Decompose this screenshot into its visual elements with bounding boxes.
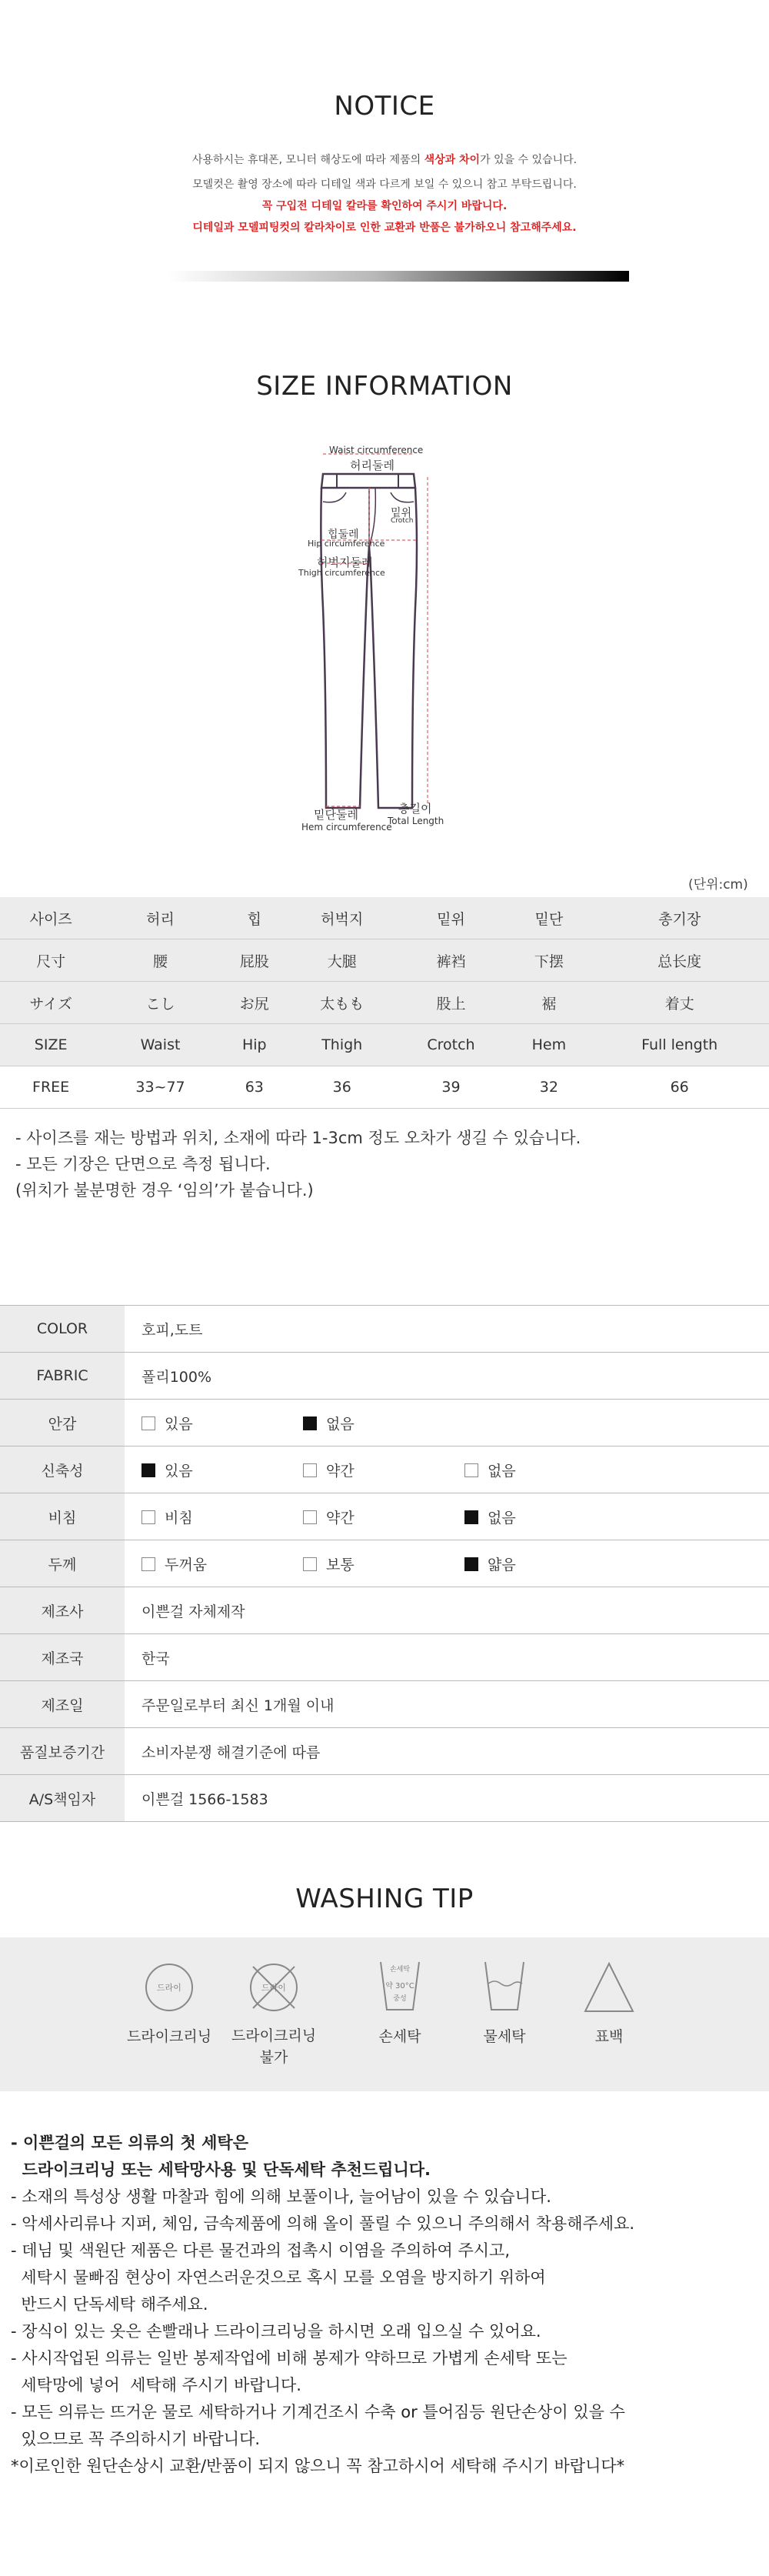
bleach-icon	[582, 1960, 636, 2014]
dry-clean-icon	[142, 1960, 196, 2014]
info-row-country	[0, 1634, 769, 1681]
size-table-row	[0, 1024, 769, 1066]
info-value: 폴리100%	[125, 1353, 769, 1400]
hand-wash-icon	[373, 1956, 427, 2014]
option	[303, 1553, 464, 1574]
size-cell: 63	[219, 1066, 290, 1109]
gradient-divider	[168, 271, 629, 282]
unit-label: (단위:cm)	[688, 877, 748, 893]
info-label: FABRIC	[0, 1353, 125, 1400]
size-cell: Full length	[590, 1024, 769, 1066]
option	[141, 1553, 303, 1574]
info-label: 품질보증기간	[0, 1728, 125, 1775]
option	[303, 1460, 464, 1480]
size-table-row	[0, 982, 769, 1024]
notice-line-1-post: 가 있을 수 있습니다.	[480, 154, 578, 166]
diagram-thigh-ko: 허벅지둘레	[317, 556, 373, 569]
size-cell: 总长度	[590, 939, 769, 982]
option	[303, 1413, 464, 1433]
washing-item-hand-wash	[346, 1956, 454, 2046]
option	[141, 1460, 303, 1480]
size-notes	[15, 1125, 581, 1203]
info-row-thickness	[0, 1540, 769, 1587]
size-cell: Crotch	[394, 1024, 508, 1066]
info-value: 소비자분쟁 해결기준에 따름	[125, 1728, 769, 1775]
size-cell: 총기장	[590, 897, 769, 939]
info-value	[125, 1400, 769, 1446]
size-note: - 모든 기장은 단면으로 측정 됩니다.	[15, 1155, 271, 1173]
washing-tip: - 이쁜걸의 모든 의류의 첫 세탁은	[11, 2134, 248, 2152]
hand-wash-icon-top: 손세탁	[389, 1966, 411, 1974]
checkbox-empty-icon	[303, 1463, 317, 1477]
option-label: 있음	[165, 1462, 193, 1480]
washing-label: 표백	[594, 2028, 624, 2045]
washing-tip: 세탁망에 넣어 세탁해 주시기 바랍니다.	[11, 2376, 301, 2394]
info-row-fabric	[0, 1353, 769, 1400]
checkbox-filled-icon	[464, 1557, 478, 1571]
info-row-lining	[0, 1400, 769, 1446]
diagram-length-en: Total Length	[388, 816, 444, 826]
washing-tip: 세탁시 물빠짐 현상이 자연스러운것으로 혹시 모를 오염을 방지하기 위하여	[11, 2268, 546, 2287]
info-label: 제조국	[0, 1634, 125, 1681]
size-cell: 太もも	[290, 982, 394, 1024]
washing-tip: *이로인한 원단손상시 교환/반품이 되지 않으니 꼭 참고하시어 세탁해 주시기 바랍니다*	[11, 2457, 625, 2475]
pants-diagram	[292, 431, 492, 846]
notice-title: NOTICE	[334, 91, 435, 122]
dry-clean-icon-text: 드라이	[157, 1983, 181, 1993]
info-value	[125, 1446, 769, 1493]
washing-tip: - 사시작업된 의류는 일반 봉제작업에 비해 봉제가 약하므로 가볍게 손세탁 또는	[11, 2349, 568, 2367]
option	[464, 1553, 626, 1574]
washing-tip: 있으므로 꼭 주의하시기 바랍니다.	[11, 2430, 261, 2448]
size-cell: Thigh	[290, 1024, 394, 1066]
washing-title: WASHING TIP	[295, 1884, 474, 1914]
washing-tip: - 장식이 있는 옷은 손빨래나 드라이크리닝을 하시면 오래 입으실 수 있어요.	[11, 2322, 541, 2341]
info-row-warranty	[0, 1728, 769, 1775]
washing-item-bleach	[555, 1960, 663, 2046]
diagram-length-ko: 총길이	[398, 802, 432, 816]
washing-label: 드라이크리닝	[126, 2028, 212, 2045]
option-label: 없음	[326, 1415, 355, 1433]
diagram-waist-en: Waist circumference	[329, 445, 424, 455]
diagram-hem-en: Hem circumference	[301, 822, 392, 833]
info-label: 두께	[0, 1540, 125, 1587]
option	[141, 1507, 303, 1527]
diagram-waist-ko: 허리둘레	[350, 459, 394, 472]
washing-label: 물세탁	[483, 2028, 526, 2045]
washing-tip: - 데님 및 색원단 제품은 다른 물건과의 접촉시 이염을 주의하여 주시고,	[11, 2241, 511, 2260]
info-label: COLOR	[0, 1306, 125, 1353]
info-label: 신축성	[0, 1446, 125, 1493]
option-label: 얇음	[488, 1556, 516, 1573]
info-row-color	[0, 1306, 769, 1353]
option-label: 없음	[488, 1509, 516, 1527]
size-cell: 힙	[219, 897, 290, 939]
option-label: 보통	[326, 1556, 355, 1573]
diagram-hip-ko: 힙둘레	[328, 529, 359, 541]
size-info-title: SIZE INFORMATION	[256, 371, 513, 402]
washing-tip: - 소재의 특성상 생활 마찰과 힘에 의해 보풀이나, 늘어남이 있을 수 있습니다.	[11, 2187, 551, 2206]
info-label: 안감	[0, 1400, 125, 1446]
size-cell: 사이즈	[0, 897, 102, 939]
option	[464, 1460, 626, 1480]
checkbox-empty-icon	[464, 1463, 478, 1477]
info-row-maker	[0, 1587, 769, 1634]
size-table	[0, 897, 769, 1109]
washing-tips	[11, 2130, 761, 2480]
notice-line-4: 디테일과 모델피팅컷의 칼라차이로 인한 교환과 반품은 불가하오니 참고해주세요.	[192, 222, 577, 234]
info-row-date	[0, 1681, 769, 1728]
info-label: 비침	[0, 1493, 125, 1540]
diagram-thigh-en: Thigh circumference	[298, 568, 385, 578]
size-cell: 大腿	[290, 939, 394, 982]
size-cell: 36	[290, 1066, 394, 1109]
washing-item-no-dry-clean	[220, 1960, 328, 2068]
checkbox-empty-icon	[141, 1416, 155, 1430]
hand-wash-icon-bot: 중성	[393, 1995, 407, 2003]
notice-line-1-pre: 사용하시는 휴대폰, 모니터 해상도에 따라 제품의	[191, 154, 424, 166]
info-label: A/S책임자	[0, 1775, 125, 1822]
size-cell: 밑단	[508, 897, 590, 939]
size-cell: Hip	[219, 1024, 290, 1066]
size-cell: 39	[394, 1066, 508, 1109]
info-value: 호피,도트	[125, 1306, 769, 1353]
size-cell: 腰	[102, 939, 219, 982]
size-cell: サイズ	[0, 982, 102, 1024]
no-dry-clean-icon-text: 드라이	[261, 1983, 286, 1993]
checkbox-filled-icon	[141, 1463, 155, 1477]
size-cell: 32	[508, 1066, 590, 1109]
washing-tip: - 모든 의류는 뜨거운 물로 세탁하거나 기계건조시 수축 or 틀어짐등 원단손상이 있을 수	[11, 2403, 625, 2421]
size-cell: 着丈	[590, 982, 769, 1024]
diagram-hem-ko: 밑단둘레	[314, 808, 358, 822]
info-value: 이쁜걸 1566-1583	[125, 1775, 769, 1822]
info-value: 주문일로부터 최신 1개월 이내	[125, 1681, 769, 1728]
notice-line-1	[0, 151, 769, 169]
size-cell: こし	[102, 982, 219, 1024]
size-cell: お尻	[219, 982, 290, 1024]
checkbox-empty-icon	[141, 1557, 155, 1571]
product-info-table	[0, 1305, 769, 1822]
washing-tip: 드라이크리닝 또는 세탁망사용 및 단독세탁 추천드립니다.	[11, 2161, 431, 2179]
option-label: 두꺼움	[165, 1556, 208, 1573]
option-label: 약간	[326, 1462, 355, 1480]
no-dry-clean-icon	[247, 1960, 301, 2014]
washing-item-dry-clean	[115, 1960, 223, 2046]
pants-outline-icon	[292, 431, 492, 846]
size-cell: FREE	[0, 1066, 102, 1109]
size-cell: 屁股	[219, 939, 290, 982]
option-label: 약간	[326, 1509, 355, 1527]
size-cell: 허리	[102, 897, 219, 939]
size-cell: 下摆	[508, 939, 590, 982]
notice-line-3: 꼭 구입전 디테일 칼라를 확인하여 주시기 바랍니다.	[261, 200, 508, 212]
size-cell: SIZE	[0, 1024, 102, 1066]
option-label: 있음	[165, 1415, 193, 1433]
size-cell: 裤裆	[394, 939, 508, 982]
info-row-stretch	[0, 1446, 769, 1493]
size-cell: 허벅지	[290, 897, 394, 939]
option-label: 없음	[488, 1462, 516, 1480]
info-value	[125, 1540, 769, 1587]
checkbox-empty-icon	[141, 1510, 155, 1524]
size-note: (위치가 불분명한 경우 ‘임의’가 붙습니다.)	[15, 1181, 314, 1200]
size-table-row	[0, 1066, 769, 1109]
notice-line-2: 모델컷은 촬영 장소에 따라 디테일 색과 다르게 보일 수 있으니 참고 부탁드립니다.	[192, 179, 577, 191]
size-note: - 사이즈를 재는 방법과 위치, 소재에 따라 1-3cm 정도 오차가 생길 수 있습니다.	[15, 1129, 581, 1147]
info-row-sheer	[0, 1493, 769, 1540]
washing-tip: 반드시 단독세탁 해주세요.	[11, 2295, 208, 2314]
size-cell: 股上	[394, 982, 508, 1024]
size-cell: Waist	[102, 1024, 219, 1066]
checkbox-filled-icon	[464, 1510, 478, 1524]
notice-line-1-highlight: 색상과 차이	[424, 154, 481, 166]
washing-tip: - 악세사리류나 지퍼, 체임, 금속제품에 의해 올이 풀릴 수 있으니 주의해서 착용해주세요.	[11, 2214, 635, 2233]
size-cell: 尺寸	[0, 939, 102, 982]
hand-wash-icon-mid: 약 30°C	[385, 1982, 414, 1990]
info-value: 이쁜걸 자체제작	[125, 1587, 769, 1634]
washing-item-water-wash	[451, 1956, 558, 2046]
size-cell: 33~77	[102, 1066, 219, 1109]
size-cell: Hem	[508, 1024, 590, 1066]
checkbox-empty-icon	[303, 1510, 317, 1524]
diagram-hip-en: Hip circumference	[308, 539, 385, 549]
washing-label: 손세탁	[378, 2028, 421, 2045]
info-value: 한국	[125, 1634, 769, 1681]
option	[141, 1413, 303, 1433]
option	[303, 1507, 464, 1527]
option	[464, 1507, 626, 1527]
diagram-crotch-ko: 밑위	[391, 507, 412, 519]
info-value	[125, 1493, 769, 1540]
option-label: 비침	[165, 1509, 193, 1527]
info-row-as	[0, 1775, 769, 1822]
water-wash-icon	[478, 1956, 531, 2014]
size-table-row	[0, 897, 769, 939]
size-table-row	[0, 939, 769, 982]
size-cell: 밑위	[394, 897, 508, 939]
diagram-crotch-en: Crotch	[391, 517, 414, 525]
info-label: 제조사	[0, 1587, 125, 1634]
size-cell: 66	[590, 1066, 769, 1109]
checkbox-filled-icon	[303, 1416, 317, 1430]
checkbox-empty-icon	[303, 1557, 317, 1571]
washing-label: 드라이크리닝 불가	[231, 2027, 317, 2066]
size-cell: 裾	[508, 982, 590, 1024]
info-label: 제조일	[0, 1681, 125, 1728]
